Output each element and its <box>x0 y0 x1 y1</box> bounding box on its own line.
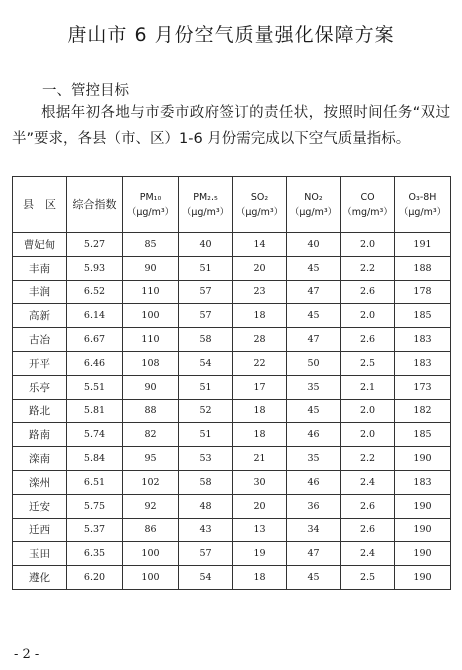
header-pm25 <box>179 177 233 233</box>
air-quality-targets-table <box>12 176 451 590</box>
cell-no2: 45 <box>287 304 341 328</box>
cell-co: 2.4 <box>341 470 395 494</box>
cell-no2: 47 <box>287 328 341 352</box>
cell-pm10: 88 <box>123 399 179 423</box>
header-label: 县 区 <box>23 198 56 211</box>
cell-co: 2.1 <box>341 375 395 399</box>
cell-county: 丰润 <box>13 280 67 304</box>
cell-o3-8h: 185 <box>395 304 451 328</box>
cell-o3-8h: 190 <box>395 566 451 590</box>
header-unit: （mg/m³） <box>342 206 393 218</box>
cell-no2: 46 <box>287 470 341 494</box>
cell-o3-8h: 173 <box>395 375 451 399</box>
table-row <box>13 566 451 590</box>
table-row <box>13 375 451 399</box>
cell-so2: 14 <box>233 233 287 257</box>
cell-pm25: 58 <box>179 328 233 352</box>
cell-no2: 47 <box>287 542 341 566</box>
cell-composite-index: 5.81 <box>67 399 123 423</box>
cell-pm25: 57 <box>179 280 233 304</box>
header-label: NO₂ <box>304 191 323 203</box>
cell-so2: 30 <box>233 470 287 494</box>
table-row <box>13 447 451 471</box>
cell-o3-8h: 190 <box>395 447 451 471</box>
table-row <box>13 256 451 280</box>
cell-no2: 45 <box>287 566 341 590</box>
cell-composite-index: 5.93 <box>67 256 123 280</box>
table-row <box>13 518 451 542</box>
table-row <box>13 399 451 423</box>
cell-county: 丰南 <box>13 256 67 280</box>
cell-co: 2.6 <box>341 328 395 352</box>
cell-o3-8h: 190 <box>395 542 451 566</box>
cell-county: 高新 <box>13 304 67 328</box>
cell-o3-8h: 183 <box>395 351 451 375</box>
cell-pm10: 85 <box>123 233 179 257</box>
cell-no2: 45 <box>287 399 341 423</box>
cell-co: 2.0 <box>341 304 395 328</box>
page-number: - 2 - <box>14 647 40 662</box>
table-header-row <box>13 177 451 233</box>
cell-so2: 17 <box>233 375 287 399</box>
cell-co: 2.0 <box>341 233 395 257</box>
cell-pm10: 86 <box>123 518 179 542</box>
cell-co: 2.2 <box>341 447 395 471</box>
cell-composite-index: 5.74 <box>67 423 123 447</box>
cell-county: 古冶 <box>13 328 67 352</box>
cell-so2: 23 <box>233 280 287 304</box>
cell-so2: 21 <box>233 447 287 471</box>
header-label: PM₁₀ <box>139 191 162 203</box>
cell-pm10: 108 <box>123 351 179 375</box>
cell-pm25: 58 <box>179 470 233 494</box>
cell-co: 2.2 <box>341 256 395 280</box>
cell-no2: 40 <box>287 233 341 257</box>
cell-pm25: 51 <box>179 256 233 280</box>
cell-county: 曹妃甸 <box>13 233 67 257</box>
cell-co: 2.5 <box>341 351 395 375</box>
cell-county: 乐亭 <box>13 375 67 399</box>
cell-composite-index: 6.14 <box>67 304 123 328</box>
header-label: O₃-8H <box>408 191 437 203</box>
cell-county: 迁西 <box>13 518 67 542</box>
cell-co: 2.0 <box>341 399 395 423</box>
header-pm10 <box>123 177 179 233</box>
header-no2 <box>287 177 341 233</box>
cell-no2: 50 <box>287 351 341 375</box>
cell-o3-8h: 188 <box>395 256 451 280</box>
cell-o3-8h: 183 <box>395 328 451 352</box>
cell-county: 开平 <box>13 351 67 375</box>
cell-county: 路南 <box>13 423 67 447</box>
header-unit: （μg/m³） <box>235 206 284 218</box>
cell-composite-index: 5.75 <box>67 494 123 518</box>
cell-pm10: 100 <box>123 566 179 590</box>
table-row <box>13 423 451 447</box>
cell-composite-index: 6.20 <box>67 566 123 590</box>
cell-co: 2.6 <box>341 494 395 518</box>
cell-no2: 35 <box>287 447 341 471</box>
cell-co: 2.0 <box>341 423 395 447</box>
cell-county: 滦南 <box>13 447 67 471</box>
cell-o3-8h: 182 <box>395 399 451 423</box>
table-row <box>13 494 451 518</box>
table-row <box>13 328 451 352</box>
header-label: 综合指数 <box>72 198 117 211</box>
cell-no2: 46 <box>287 423 341 447</box>
cell-pm10: 102 <box>123 470 179 494</box>
cell-pm25: 43 <box>179 518 233 542</box>
cell-pm25: 51 <box>179 423 233 447</box>
cell-pm10: 95 <box>123 447 179 471</box>
cell-no2: 45 <box>287 256 341 280</box>
cell-pm10: 92 <box>123 494 179 518</box>
cell-pm10: 82 <box>123 423 179 447</box>
cell-pm25: 40 <box>179 233 233 257</box>
cell-o3-8h: 178 <box>395 280 451 304</box>
cell-co: 2.5 <box>341 566 395 590</box>
cell-so2: 18 <box>233 399 287 423</box>
cell-county: 遵化 <box>13 566 67 590</box>
header-label: PM₂.₅ <box>193 191 218 203</box>
cell-pm25: 48 <box>179 494 233 518</box>
section-heading: 一、管控目标 <box>42 83 129 99</box>
header-so2 <box>233 177 287 233</box>
cell-so2: 28 <box>233 328 287 352</box>
cell-pm10: 90 <box>123 375 179 399</box>
cell-co: 2.6 <box>341 518 395 542</box>
header-county <box>13 177 67 233</box>
cell-pm10: 100 <box>123 304 179 328</box>
cell-pm10: 100 <box>123 542 179 566</box>
cell-so2: 19 <box>233 542 287 566</box>
header-unit: （μg/m³） <box>398 206 447 218</box>
cell-o3-8h: 190 <box>395 494 451 518</box>
document-title: 唐山市 6 月份空气质量强化保障方案 <box>67 24 395 46</box>
table-body <box>13 233 451 590</box>
table-row <box>13 304 451 328</box>
cell-county: 路北 <box>13 399 67 423</box>
cell-o3-8h: 190 <box>395 518 451 542</box>
header-unit: （μg/m³） <box>126 206 175 218</box>
header-co <box>341 177 395 233</box>
header-label: SO₂ <box>250 191 269 203</box>
cell-composite-index: 5.37 <box>67 518 123 542</box>
table-row <box>13 233 451 257</box>
cell-pm25: 54 <box>179 351 233 375</box>
cell-no2: 47 <box>287 280 341 304</box>
cell-so2: 18 <box>233 566 287 590</box>
cell-composite-index: 6.52 <box>67 280 123 304</box>
cell-county: 滦州 <box>13 470 67 494</box>
cell-composite-index: 6.67 <box>67 328 123 352</box>
header-composite-index <box>67 177 123 233</box>
cell-co: 2.6 <box>341 280 395 304</box>
cell-o3-8h: 185 <box>395 423 451 447</box>
cell-pm10: 90 <box>123 256 179 280</box>
cell-pm25: 54 <box>179 566 233 590</box>
cell-so2: 13 <box>233 518 287 542</box>
cell-pm25: 51 <box>179 375 233 399</box>
cell-composite-index: 5.27 <box>67 233 123 257</box>
cell-o3-8h: 183 <box>395 470 451 494</box>
body-paragraph: 根据年初各地与市委市政府签订的责任状，按照时间任务“双过半”要求，各县（市、区）1-6 月份需完成以下空气质量指标。 <box>12 105 450 147</box>
header-unit: （μg/m³） <box>289 206 338 218</box>
cell-so2: 18 <box>233 304 287 328</box>
cell-county: 迁安 <box>13 494 67 518</box>
table-row <box>13 470 451 494</box>
cell-composite-index: 5.84 <box>67 447 123 471</box>
header-unit: （μg/m³） <box>181 206 230 218</box>
cell-pm25: 57 <box>179 304 233 328</box>
cell-so2: 22 <box>233 351 287 375</box>
cell-so2: 18 <box>233 423 287 447</box>
cell-county: 玉田 <box>13 542 67 566</box>
cell-pm10: 110 <box>123 328 179 352</box>
cell-o3-8h: 191 <box>395 233 451 257</box>
cell-pm25: 53 <box>179 447 233 471</box>
cell-composite-index: 5.51 <box>67 375 123 399</box>
cell-pm25: 57 <box>179 542 233 566</box>
table-row <box>13 280 451 304</box>
table-row <box>13 542 451 566</box>
cell-composite-index: 6.51 <box>67 470 123 494</box>
cell-no2: 35 <box>287 375 341 399</box>
cell-composite-index: 6.35 <box>67 542 123 566</box>
header-o3-8h <box>395 177 451 233</box>
cell-co: 2.4 <box>341 542 395 566</box>
header-label: CO <box>360 191 375 203</box>
cell-composite-index: 6.46 <box>67 351 123 375</box>
cell-no2: 36 <box>287 494 341 518</box>
cell-no2: 34 <box>287 518 341 542</box>
cell-so2: 20 <box>233 494 287 518</box>
cell-pm25: 52 <box>179 399 233 423</box>
cell-so2: 20 <box>233 256 287 280</box>
table-row <box>13 351 451 375</box>
cell-pm10: 110 <box>123 280 179 304</box>
